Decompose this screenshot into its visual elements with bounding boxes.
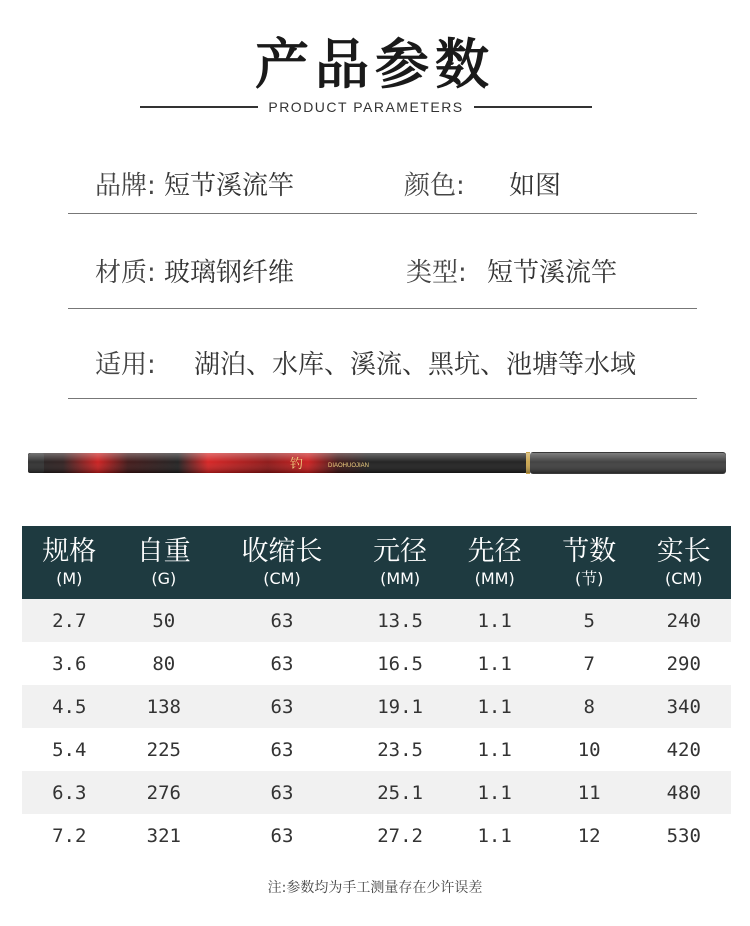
table-cell: 6.3 — [22, 771, 117, 814]
footer-note: 注:参数均为手工测量存在少许误差 — [267, 880, 483, 896]
table-row — [22, 728, 731, 771]
table-cell: 1.1 — [447, 599, 542, 642]
col-header-tip-diameter: 先径 (MM) — [447, 526, 542, 599]
table-cell: 225 — [117, 728, 212, 771]
col-header-actual-length: 实长 (CM) — [636, 526, 731, 599]
table-cell: 10 — [542, 728, 637, 771]
table-cell: 7.2 — [22, 814, 117, 857]
param-material-value: 玻璃钢纤维 — [164, 258, 295, 288]
table-cell: 63 — [211, 685, 353, 728]
fishing-rod-icon — [28, 452, 728, 474]
table-cell: 276 — [117, 771, 212, 814]
col-header-weight: 自重 (G) — [117, 526, 212, 599]
table-cell: 63 — [211, 728, 353, 771]
page-title: 产品参数 — [255, 33, 495, 96]
table-cell: 63 — [211, 642, 353, 685]
col-header-closed-length: 收缩长 (CM) — [211, 526, 353, 599]
table-cell: 340 — [636, 685, 731, 728]
table-cell: 2.7 — [22, 599, 117, 642]
table-cell: 290 — [636, 642, 731, 685]
table-cell: 63 — [211, 599, 353, 642]
table-cell: 27.2 — [353, 814, 448, 857]
table-cell: 5.4 — [22, 728, 117, 771]
table-cell: 16.5 — [353, 642, 448, 685]
spec-table — [22, 526, 731, 857]
param-type — [406, 252, 617, 289]
param-brand — [95, 165, 294, 202]
spec-header-row — [22, 526, 731, 599]
table-row — [22, 685, 731, 728]
param-divider — [68, 308, 697, 309]
table-cell: 11 — [542, 771, 637, 814]
param-divider — [68, 398, 697, 399]
table-cell: 3.6 — [22, 642, 117, 685]
table-cell: 25.1 — [353, 771, 448, 814]
table-cell: 1.1 — [447, 771, 542, 814]
col-header-base-diameter: 元径 (MM) — [353, 526, 448, 599]
param-color — [404, 165, 561, 202]
rod-brand-text: DIAOHUOJIAN — [328, 463, 370, 469]
param-material-label: 材质: — [95, 258, 156, 288]
param-color-value: 如图 — [509, 171, 562, 201]
table-row — [22, 814, 731, 857]
table-cell: 321 — [117, 814, 212, 857]
table-cell: 1.1 — [447, 814, 542, 857]
table-cell: 50 — [117, 599, 212, 642]
param-type-value: 短节溪流竿 — [487, 258, 618, 288]
param-color-label: 颜色: — [404, 171, 465, 201]
param-material — [95, 252, 294, 289]
param-divider — [68, 213, 697, 214]
table-cell: 530 — [636, 814, 731, 857]
table-cell: 80 — [117, 642, 212, 685]
col-header-length: 规格 (M) — [22, 526, 117, 599]
table-cell: 1.1 — [447, 728, 542, 771]
table-cell: 23.5 — [353, 728, 448, 771]
param-brand-value: 短节溪流竿 — [164, 171, 295, 201]
table-cell: 19.1 — [353, 685, 448, 728]
table-cell: 240 — [636, 599, 731, 642]
table-row — [22, 599, 731, 642]
table-cell: 1.1 — [447, 642, 542, 685]
subtitle-row — [140, 96, 592, 118]
param-usage-value: 湖泊、水库、溪流、黑坑、池塘等水域 — [194, 350, 637, 380]
col-header-sections: 节数 (节) — [542, 526, 637, 599]
table-cell: 480 — [636, 771, 731, 814]
param-type-label: 类型: — [406, 258, 467, 288]
table-cell: 138 — [117, 685, 212, 728]
table-cell: 1.1 — [447, 685, 542, 728]
table-cell: 63 — [211, 771, 353, 814]
subtitle-divider-left — [140, 106, 258, 108]
subtitle-divider-right — [474, 106, 592, 108]
table-cell: 12 — [542, 814, 637, 857]
param-usage — [95, 344, 636, 381]
table-row — [22, 771, 731, 814]
param-usage-label: 适用: — [95, 350, 156, 380]
param-brand-label: 品牌: — [95, 171, 156, 201]
table-cell: 13.5 — [353, 599, 448, 642]
table-cell: 63 — [211, 814, 353, 857]
table-cell: 420 — [636, 728, 731, 771]
table-cell: 4.5 — [22, 685, 117, 728]
table-cell: 5 — [542, 599, 637, 642]
table-cell: 8 — [542, 685, 637, 728]
table-cell: 7 — [542, 642, 637, 685]
page-subtitle: PRODUCT PARAMETERS — [268, 99, 464, 115]
rod-logo-char: 钓 — [290, 457, 304, 472]
table-row — [22, 642, 731, 685]
